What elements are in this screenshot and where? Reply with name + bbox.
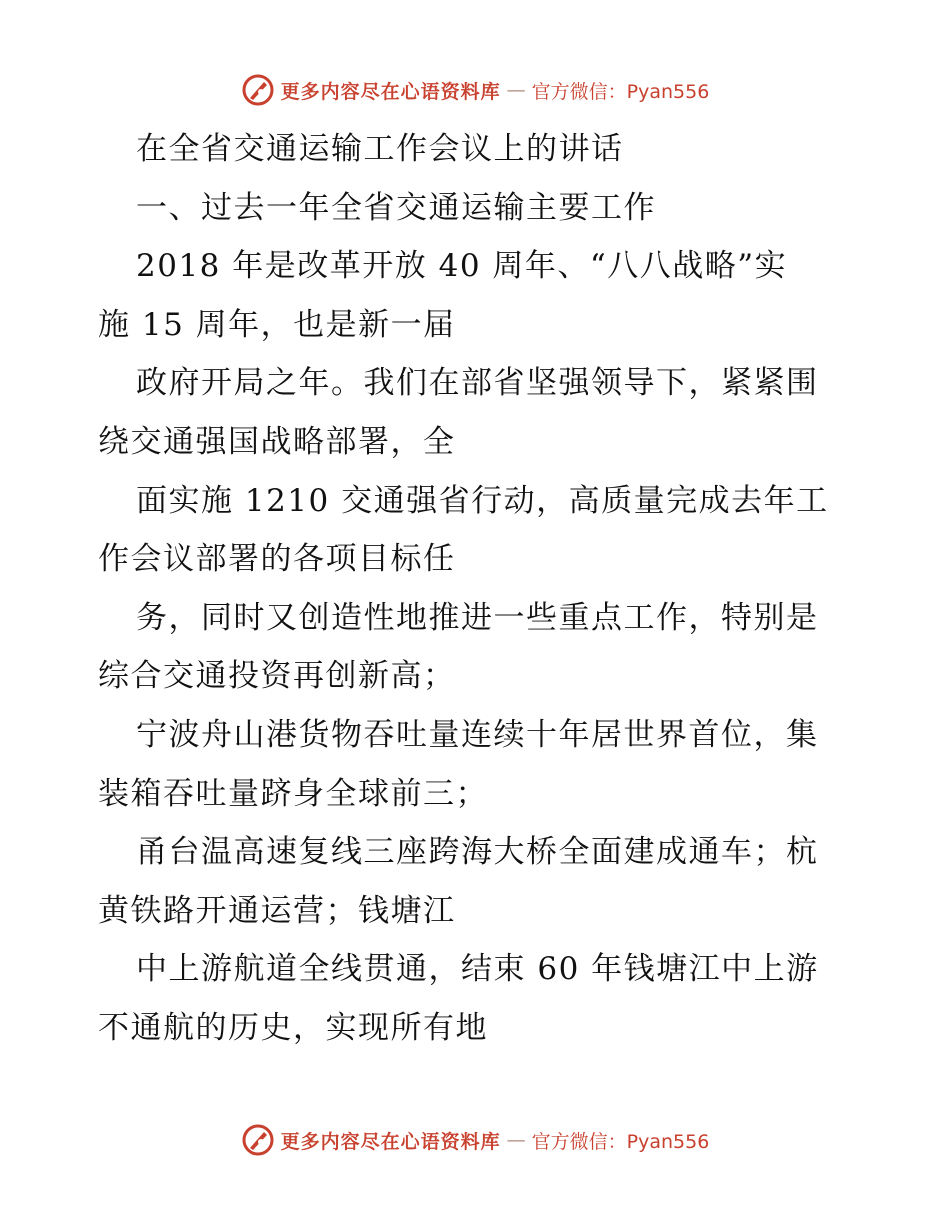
body-text-line: 宁波舟山港货物吞吐量连续十年居世界首位，集 [136, 716, 819, 753]
watermark-text: 更多内容尽在心语资料库 [280, 1130, 501, 1153]
body-text-line: 不通航的历史，实现所有地 [98, 1009, 488, 1046]
body-text-line: 在全省交通运输工作会议上的讲话 [136, 131, 624, 167]
watermark-text: 更多内容尽在心语资料库 [280, 80, 501, 103]
watermark-separator: — [506, 79, 526, 101]
body-text-line: 务，同时又创造性地推进一些重点工作，特别是 [136, 599, 819, 636]
body-text-line: 面实施 1210 交通强省行动，高质量完成去年工 [136, 482, 829, 519]
pen-logo-icon [241, 1123, 275, 1157]
body-text-line: 作会议部署的各项目标任 [98, 541, 456, 578]
body-text-line: 装箱吞吐量跻身全球前三； [98, 775, 488, 812]
body-text-line: 综合交通投资再创新高； [98, 658, 456, 695]
watermark-wechat: 官方微信：Pyan556 [531, 80, 710, 103]
pen-logo-icon [241, 73, 275, 107]
body-text-line: 一、过去一年全省交通运输主要工作 [136, 189, 656, 226]
footer-watermark [0, 1120, 950, 1160]
body-text-line: 施 15 周年，也是新一届 [98, 306, 456, 343]
watermark-separator: — [506, 1129, 526, 1151]
header-watermark [0, 70, 950, 110]
body-text-line: 政府开局之年。我们在部省坚强领导下，紧紧围 [136, 365, 819, 402]
body-text-line: 黄铁路开通运营；钱塘江 [98, 892, 456, 929]
body-text-line: 甬台温高速复线三座跨海大桥全面建成通车；杭 [136, 834, 819, 871]
watermark-wechat: 官方微信：Pyan556 [531, 1130, 710, 1153]
body-text-line: 中上游航道全线贯通，结束 60 年钱塘江中上游 [136, 951, 819, 988]
document-body [98, 120, 858, 1058]
body-text-line: 2018 年是改革开放 40 周年、“八八战略”实 [136, 248, 788, 285]
body-text-line: 绕交通强国战略部署，全 [98, 423, 456, 460]
